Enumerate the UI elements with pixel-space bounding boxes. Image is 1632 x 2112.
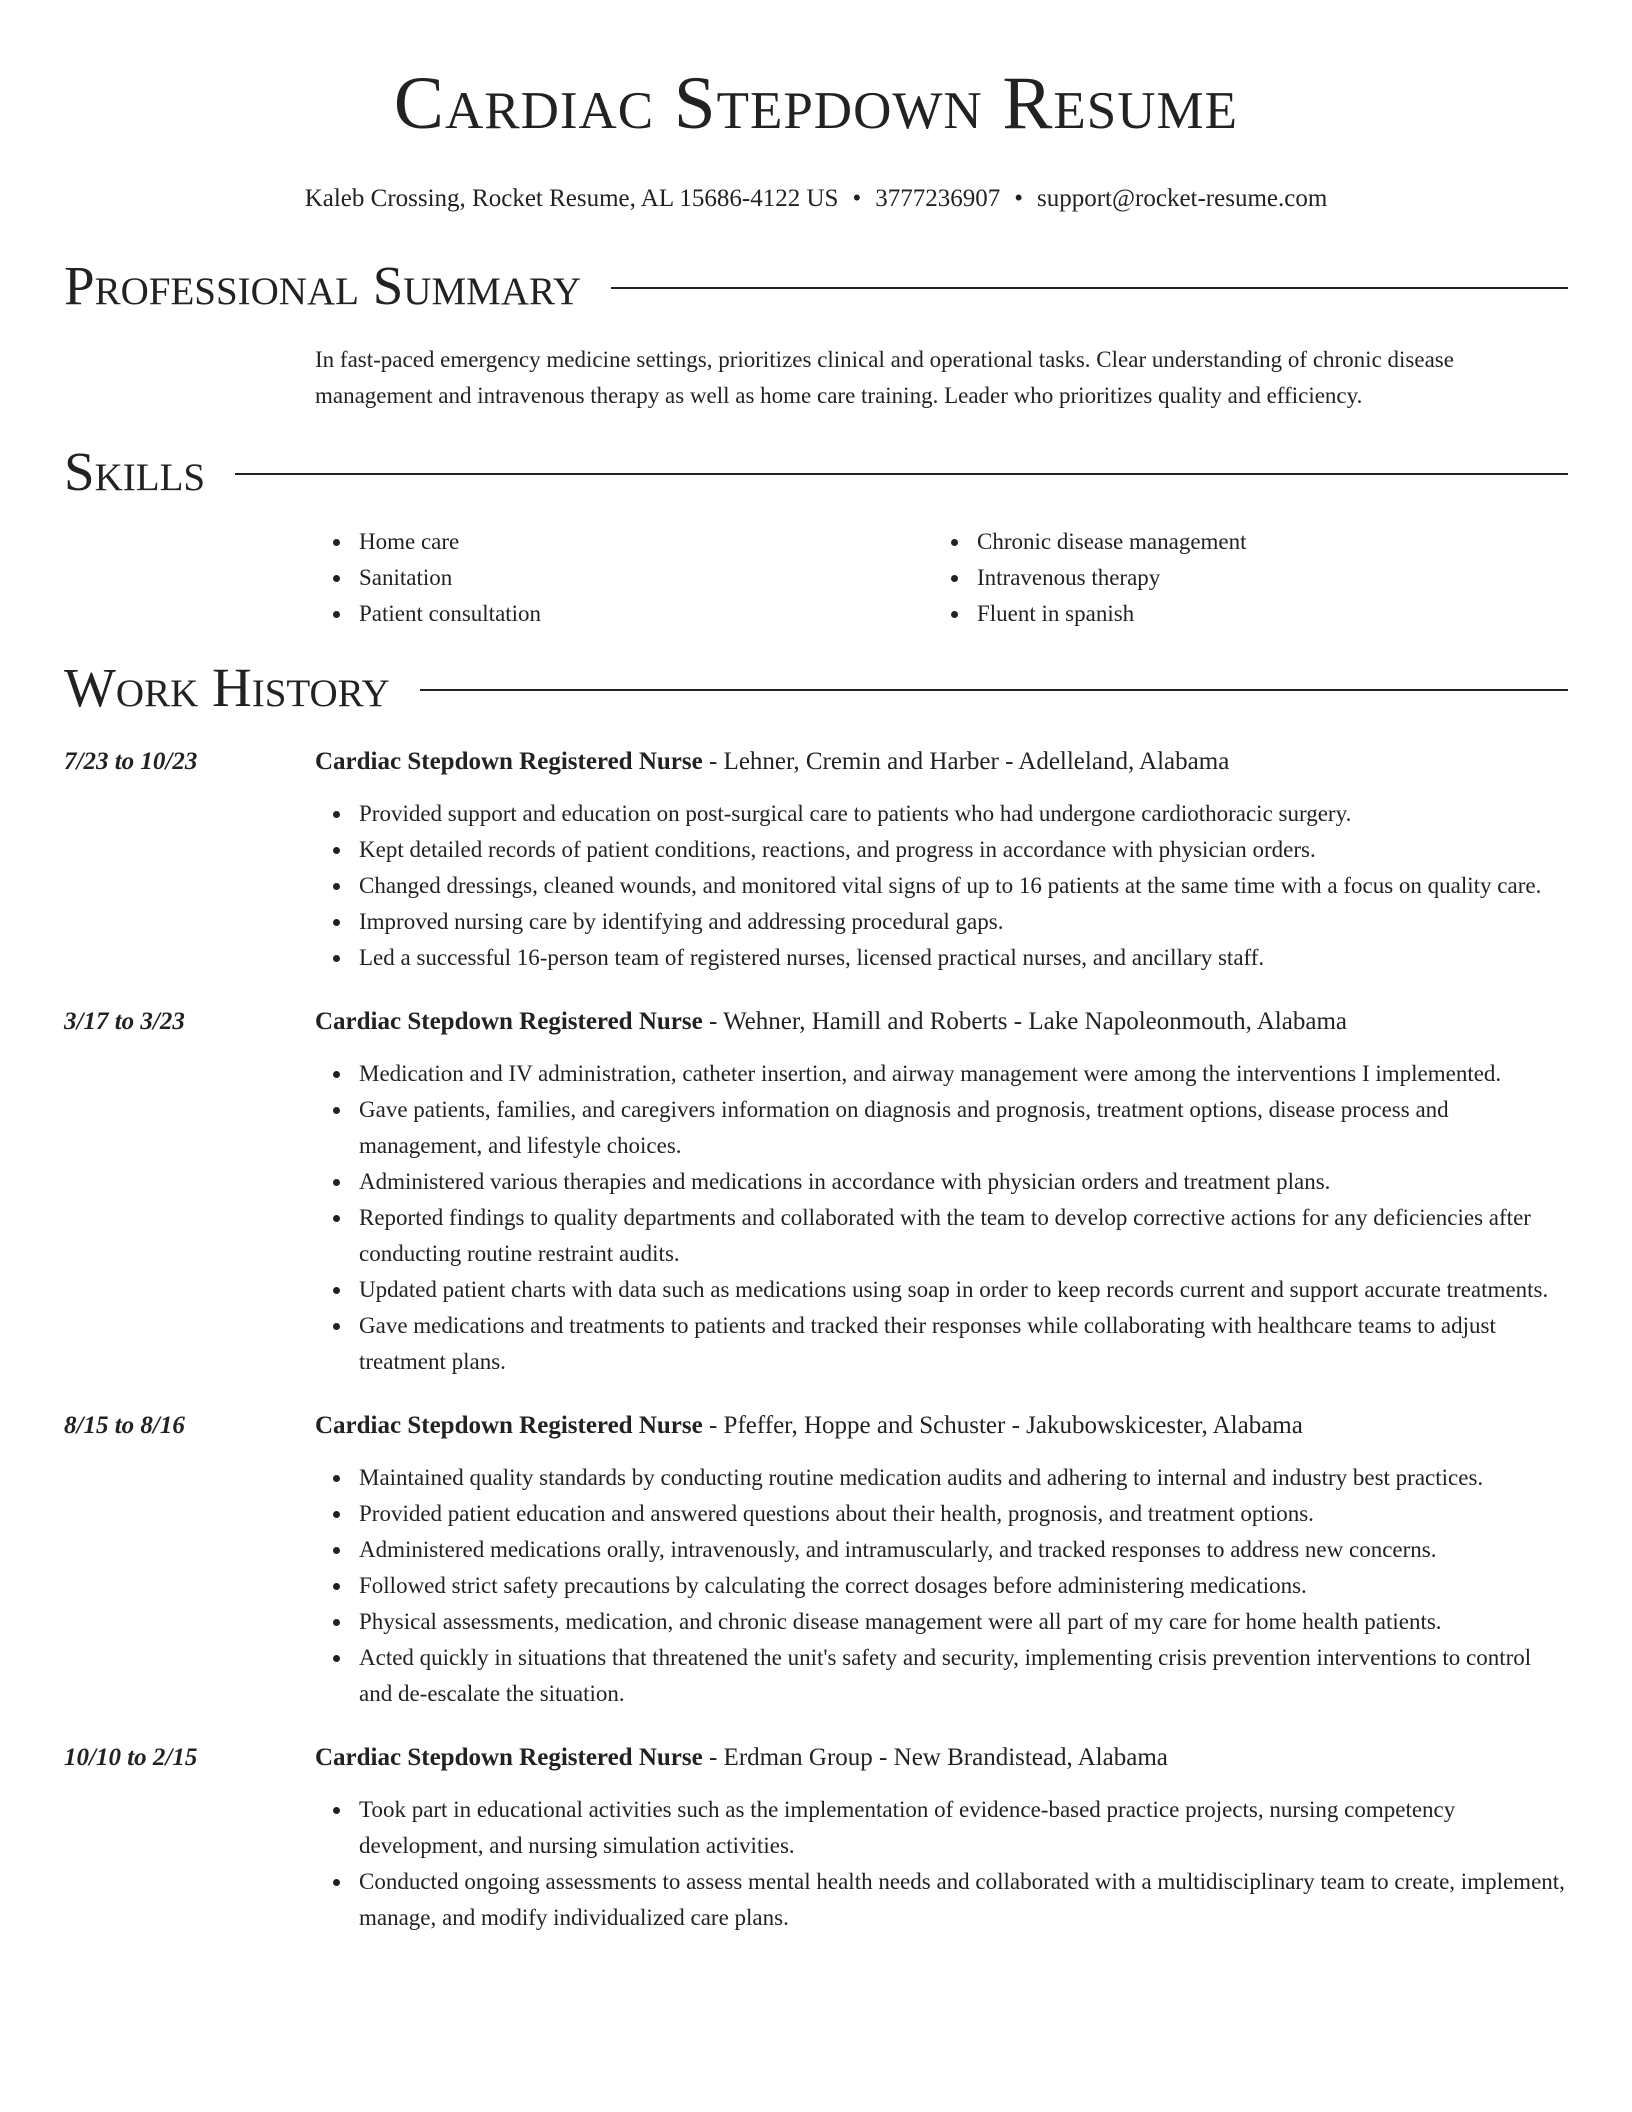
skill-item: Patient consultation <box>359 596 933 632</box>
summary-text: In fast-paced emergency medicine settings, prioritizes clinical and operational tasks. Clear understanding of chronic disease management and intravenous therapy as well as home care training. Leader who prioritizes quality and efficiency. <box>315 347 1454 408</box>
responsibility-item: Followed strict safety precautions by calculating the correct dosages before administering medications. <box>359 1568 1568 1604</box>
work-heading: Work History <box>64 657 390 718</box>
responsibility-item: Physical assessments, medication, and chronic disease management were all part of my care for home health patients. <box>359 1604 1568 1640</box>
job-dates: 8/15 to 8/16 <box>64 1412 185 1439</box>
responsibility-item: Administered medications orally, intravenously, and intramuscularly, and tracked responses to address new concerns. <box>359 1532 1568 1568</box>
job-heading <box>315 744 1229 780</box>
skills-heading: Skills <box>64 441 206 502</box>
job-responsibilities <box>315 1056 1568 1380</box>
job-entry <box>64 1408 1568 1712</box>
job-responsibilities <box>315 1460 1568 1712</box>
responsibility-item: Led a successful 16-person team of registered nurses, licensed practical nurses, and ancillary staff. <box>359 940 1568 976</box>
responsibility-item: Conducted ongoing assessments to assess mental health needs and collaborated with a multidisciplinary team to create, implement, manage, and modify individualized care plans. <box>359 1864 1568 1936</box>
responsibility-item: Changed dressings, cleaned wounds, and monitored vital signs of up to 16 patients at the same time with a focus on quality care. <box>359 868 1568 904</box>
responsibility-item: Updated patient charts with data such as medications using soap in order to keep records current and support accurate treatments. <box>359 1272 1568 1308</box>
responsibility-item: Improved nursing care by identifying and addressing procedural gaps. <box>359 904 1568 940</box>
responsibility-item: Took part in educational activities such as the implementation of evidence-based practice projects, nursing competency development, and nursing simulation activities. <box>359 1792 1568 1864</box>
job-employer: - Pfeffer, Hoppe and Schuster - Jakubowskicester, Alabama <box>702 1412 1303 1439</box>
job-heading <box>315 1408 1303 1444</box>
responsibility-item: Acted quickly in situations that threatened the unit's safety and security, implementing crisis prevention interventions to control and de-escalate the situation. <box>359 1640 1568 1712</box>
skill-item: Home care <box>359 524 933 560</box>
summary-section-header <box>64 254 1568 318</box>
contact-phone: 3777236907 <box>875 185 1001 212</box>
skill-item: Chronic disease management <box>977 524 1551 560</box>
job-dates: 7/23 to 10/23 <box>64 748 198 775</box>
skills-section-header <box>64 440 1568 504</box>
skill-item: Fluent in spanish <box>977 596 1551 632</box>
contact-line <box>64 182 1568 216</box>
section-divider <box>611 287 1568 289</box>
responsibility-item: Maintained quality standards by conducting routine medication audits and adhering to internal and industry best practices. <box>359 1460 1568 1496</box>
contact-address: Kaleb Crossing, Rocket Resume, AL 15686-4122 US <box>304 185 839 212</box>
job-header <box>64 744 1568 780</box>
contact-separator: • <box>852 185 862 212</box>
responsibility-item: Reported findings to quality departments and collaborated with the team to develop corrective actions for any deficiencies after conducting routine restraint audits. <box>359 1200 1568 1272</box>
job-entry <box>64 1740 1568 1936</box>
responsibility-item: Kept detailed records of patient conditions, reactions, and progress in accordance with physician orders. <box>359 832 1568 868</box>
job-header <box>64 1004 1568 1040</box>
responsibility-item: Gave patients, families, and caregivers information on diagnosis and prognosis, treatment options, disease process and management, and lifestyle choices. <box>359 1092 1568 1164</box>
section-divider <box>420 689 1568 691</box>
responsibility-item: Provided patient education and answered questions about their health, prognosis, and treatment options. <box>359 1496 1568 1532</box>
job-entry <box>64 744 1568 976</box>
section-divider <box>235 473 1568 475</box>
job-header <box>64 1408 1568 1444</box>
job-dates: 10/10 to 2/15 <box>64 1744 198 1771</box>
job-title: Cardiac Stepdown Registered Nurse <box>315 1744 703 1771</box>
job-title: Cardiac Stepdown Registered Nurse <box>315 1008 703 1035</box>
skills-column-left <box>315 524 933 632</box>
resume-title: Cardiac Stepdown Resume <box>393 62 1239 145</box>
contact-separator: • <box>1014 185 1023 212</box>
job-responsibilities <box>315 1792 1568 1936</box>
job-heading <box>315 1740 1168 1776</box>
responsibility-item: Provided support and education on post-surgical care to patients who had undergone cardiothoracic surgery. <box>359 796 1568 832</box>
job-header <box>64 1740 1568 1776</box>
responsibility-item: Administered various therapies and medications in accordance with physician orders and treatment plans. <box>359 1164 1568 1200</box>
job-dates: 3/17 to 3/23 <box>64 1008 185 1035</box>
job-employer: - Lehner, Cremin and Harber - Adelleland, Alabama <box>702 748 1230 775</box>
job-responsibilities <box>315 796 1568 976</box>
job-heading <box>315 1004 1347 1040</box>
work-history-list <box>64 744 1568 1936</box>
skills-column-right <box>933 524 1551 632</box>
job-title: Cardiac Stepdown Registered Nurse <box>315 748 703 775</box>
job-title: Cardiac Stepdown Registered Nurse <box>315 1412 703 1439</box>
skills-list <box>315 524 1568 632</box>
skill-item: Sanitation <box>359 560 933 596</box>
responsibility-item: Medication and IV administration, catheter insertion, and airway management were among the interventions I implemented. <box>359 1056 1568 1092</box>
job-employer: - Wehner, Hamill and Roberts - Lake Napoleonmouth, Alabama <box>702 1008 1347 1035</box>
job-entry <box>64 1004 1568 1380</box>
work-section-header <box>64 656 1568 720</box>
summary-heading: Professional Summary <box>64 255 582 316</box>
skill-item: Intravenous therapy <box>977 560 1551 596</box>
job-employer: - Erdman Group - New Brandistead, Alabama <box>702 1744 1168 1771</box>
contact-email[interactable]: support@rocket-resume.com <box>1037 185 1328 212</box>
responsibility-item: Gave medications and treatments to patients and tracked their responses while collaborating with healthcare teams to adjust treatment plans. <box>359 1308 1568 1380</box>
